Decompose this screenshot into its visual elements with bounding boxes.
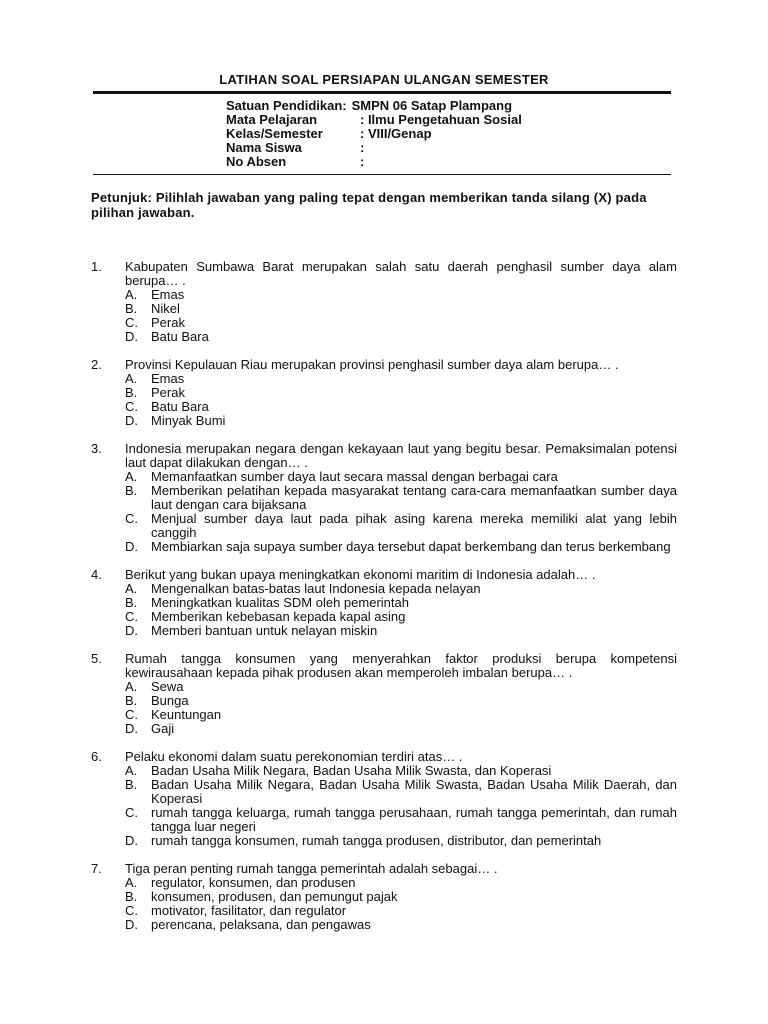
answer-option: [125, 610, 677, 624]
answer-option: [125, 876, 677, 890]
option-letter: D.: [125, 833, 138, 848]
answer-option: [125, 400, 677, 414]
option-letter: D.: [125, 721, 138, 736]
option-letter: D.: [125, 539, 138, 554]
option-letter: B.: [125, 777, 138, 792]
question-item: [91, 568, 677, 638]
option-text: Emas: [151, 371, 185, 386]
answer-option: [125, 834, 677, 848]
option-text: motivator, fasilitator, dan regulator: [151, 903, 347, 918]
option-letter: A.: [125, 581, 138, 596]
answer-option: [125, 722, 677, 736]
option-text: rumah tangga keluarga, rumah tangga perusahaan, rumah tangga pemerintah, dan rumah tangga luar negeri: [151, 805, 677, 834]
answer-option: [125, 512, 677, 540]
question-body: [125, 358, 677, 428]
option-text: Badan Usaha Milik Negara, Badan Usaha Milik Swasta, dan Koperasi: [151, 763, 552, 778]
option-letter: A.: [125, 679, 138, 694]
identity-value: :: [360, 154, 365, 169]
identity-row-absence-number: [226, 155, 522, 169]
question-item: [91, 260, 677, 344]
option-text: Emas: [151, 287, 185, 302]
question-number: 7.: [91, 861, 102, 876]
identity-block: [226, 99, 522, 169]
answer-option: [125, 582, 677, 596]
option-letter: A.: [125, 763, 138, 778]
option-text: konsumen, produsen, dan pemungut pajak: [151, 889, 398, 904]
option-text: Sewa: [151, 679, 184, 694]
answer-option: [125, 778, 677, 806]
answer-option: [125, 680, 677, 694]
identity-row-class: [226, 127, 522, 141]
option-text: Menjual sumber daya laut pada pihak asing karena mereka memiliki alat yang lebih canggih: [151, 511, 677, 540]
answer-option: [125, 806, 677, 834]
answer-option: [125, 624, 677, 638]
question-body: [125, 862, 677, 932]
identity-row-subject: [226, 113, 522, 127]
answer-option: [125, 484, 677, 512]
option-letter: C.: [125, 903, 138, 918]
question-list: [91, 246, 677, 932]
question-text: Berikut yang bukan upaya meningkatkan ekonomi maritim di Indonesia adalah… .: [125, 567, 596, 582]
question-body: [125, 568, 677, 638]
option-text: Mengenalkan batas-batas laut Indonesia kepada nelayan: [151, 581, 481, 596]
option-letter: B.: [125, 595, 138, 610]
question-body: [125, 260, 677, 344]
answer-option: [125, 904, 677, 918]
question-item: [91, 652, 677, 736]
header-divider-thin: [93, 174, 671, 175]
question-item: [91, 442, 677, 554]
question-text: Tiga peran penting rumah tangga pemerintah adalah sebagai… .: [125, 861, 498, 876]
option-letter: A.: [125, 875, 138, 890]
instruction-text: Petunjuk: Pilihlah jawaban yang paling tepat dengan memberikan tanda silang (X) pada pilihan jawaban.: [91, 190, 647, 220]
option-letter: C.: [125, 609, 138, 624]
option-text: Memanfaatkan sumber daya laut secara massal dengan berbagai cara: [151, 469, 558, 484]
answer-option: [125, 288, 677, 302]
option-text: Perak: [151, 385, 185, 400]
question-item: [91, 358, 677, 428]
option-letter: B.: [125, 385, 138, 400]
answer-option: [125, 764, 677, 778]
option-text: regulator, konsumen, dan produsen: [151, 875, 356, 890]
identity-value: SMPN 06 Satap Plampang: [351, 98, 513, 113]
option-letter: C.: [125, 805, 138, 820]
option-letter: D.: [125, 329, 138, 344]
header-divider-thick: [93, 91, 671, 94]
option-text: Batu Bara: [151, 329, 209, 344]
option-text: Membiarkan saja supaya sumber daya tersebut dapat berkembang dan terus berkembang: [151, 539, 671, 554]
identity-label: Kelas/Semester: [226, 126, 323, 141]
answer-option: [125, 316, 677, 330]
identity-label: No Absen: [226, 154, 287, 169]
question-text: Kabupaten Sumbawa Barat merupakan salah satu daerah penghasil sumber daya alam berupa… .: [125, 259, 677, 288]
identity-value: : VIII/Genap: [360, 126, 432, 141]
answer-option: [125, 890, 677, 904]
answer-option: [125, 470, 677, 484]
question-item: [91, 862, 677, 932]
option-letter: C.: [125, 707, 138, 722]
question-text: Pelaku ekonomi dalam suatu perekonomian terdiri atas… .: [125, 749, 463, 764]
answer-option: [125, 330, 677, 344]
option-text: Memberi bantuan untuk nelayan miskin: [151, 623, 378, 638]
answer-option: [125, 596, 677, 610]
option-text: Memberikan kebebasan kepada kapal asing: [151, 609, 406, 624]
option-letter: A.: [125, 469, 138, 484]
answer-option: [125, 708, 677, 722]
question-number: 6.: [91, 749, 102, 764]
question-number: 3.: [91, 441, 102, 456]
option-letter: B.: [125, 889, 138, 904]
option-letter: C.: [125, 315, 138, 330]
question-text: Indonesia merupakan negara dengan kekayaan laut yang begitu besar. Pemaksimalan potensi laut dapat dilakukan dengan… .: [125, 441, 677, 470]
identity-label: Mata Pelajaran: [226, 112, 318, 127]
option-letter: C.: [125, 399, 138, 414]
option-text: Gaji: [151, 721, 175, 736]
question-body: [125, 652, 677, 736]
worksheet-title: LATIHAN SOAL PERSIAPAN ULANGAN SEMESTER: [219, 72, 549, 87]
answer-option: [125, 302, 677, 316]
option-text: rumah tangga konsumen, rumah tangga produsen, distributor, dan pemerintah: [151, 833, 602, 848]
option-letter: B.: [125, 483, 138, 498]
option-letter: D.: [125, 917, 138, 932]
question-item: [91, 750, 677, 848]
answer-option: [125, 918, 677, 932]
option-text: Perak: [151, 315, 185, 330]
option-letter: B.: [125, 301, 138, 316]
identity-value: : Ilmu Pengetahuan Sosial: [360, 112, 522, 127]
identity-row-school: [226, 99, 522, 113]
answer-option: [125, 540, 677, 554]
answer-option: [125, 386, 677, 400]
question-number: 4.: [91, 567, 102, 582]
option-text: perencana, pelaksana, dan pengawas: [151, 917, 371, 932]
option-letter: D.: [125, 623, 138, 638]
option-text: Memberikan pelatihan kepada masyarakat tentang cara-cara memanfaatkan sumber daya laut dengan cara bijaksana: [151, 483, 677, 512]
question-number: 5.: [91, 651, 102, 666]
option-letter: D.: [125, 413, 138, 428]
question-body: [125, 442, 677, 554]
option-letter: A.: [125, 287, 138, 302]
option-text: Keuntungan: [151, 707, 222, 722]
identity-label: Satuan Pendidikan:: [226, 98, 347, 113]
identity-label: Nama Siswa: [226, 140, 302, 155]
question-text: Provinsi Kepulauan Riau merupakan provinsi penghasil sumber daya alam berupa… .: [125, 357, 619, 372]
option-text: Batu Bara: [151, 399, 209, 414]
option-text: Nikel: [151, 301, 180, 316]
answer-option: [125, 414, 677, 428]
answer-option: [125, 372, 677, 386]
option-letter: A.: [125, 371, 138, 386]
identity-value: :: [360, 140, 365, 155]
option-letter: B.: [125, 693, 138, 708]
answer-option: [125, 694, 677, 708]
option-letter: C.: [125, 511, 138, 526]
question-number: 1.: [91, 259, 102, 274]
question-number: 2.: [91, 357, 102, 372]
question-body: [125, 750, 677, 848]
identity-row-student-name: [226, 141, 522, 155]
option-text: Minyak Bumi: [151, 413, 226, 428]
option-text: Bunga: [151, 693, 189, 708]
option-text: Badan Usaha Milik Negara, Badan Usaha Milik Swasta, Badan Usaha Milik Daerah, dan Koperasi: [151, 777, 677, 806]
question-text: Rumah tangga konsumen yang menyerahkan faktor produksi berupa kompetensi kewirausahaan kepada pihak produsen akan memperoleh imbalan berupa… .: [125, 651, 677, 680]
option-text: Meningkatkan kualitas SDM oleh pemerintah: [151, 595, 409, 610]
